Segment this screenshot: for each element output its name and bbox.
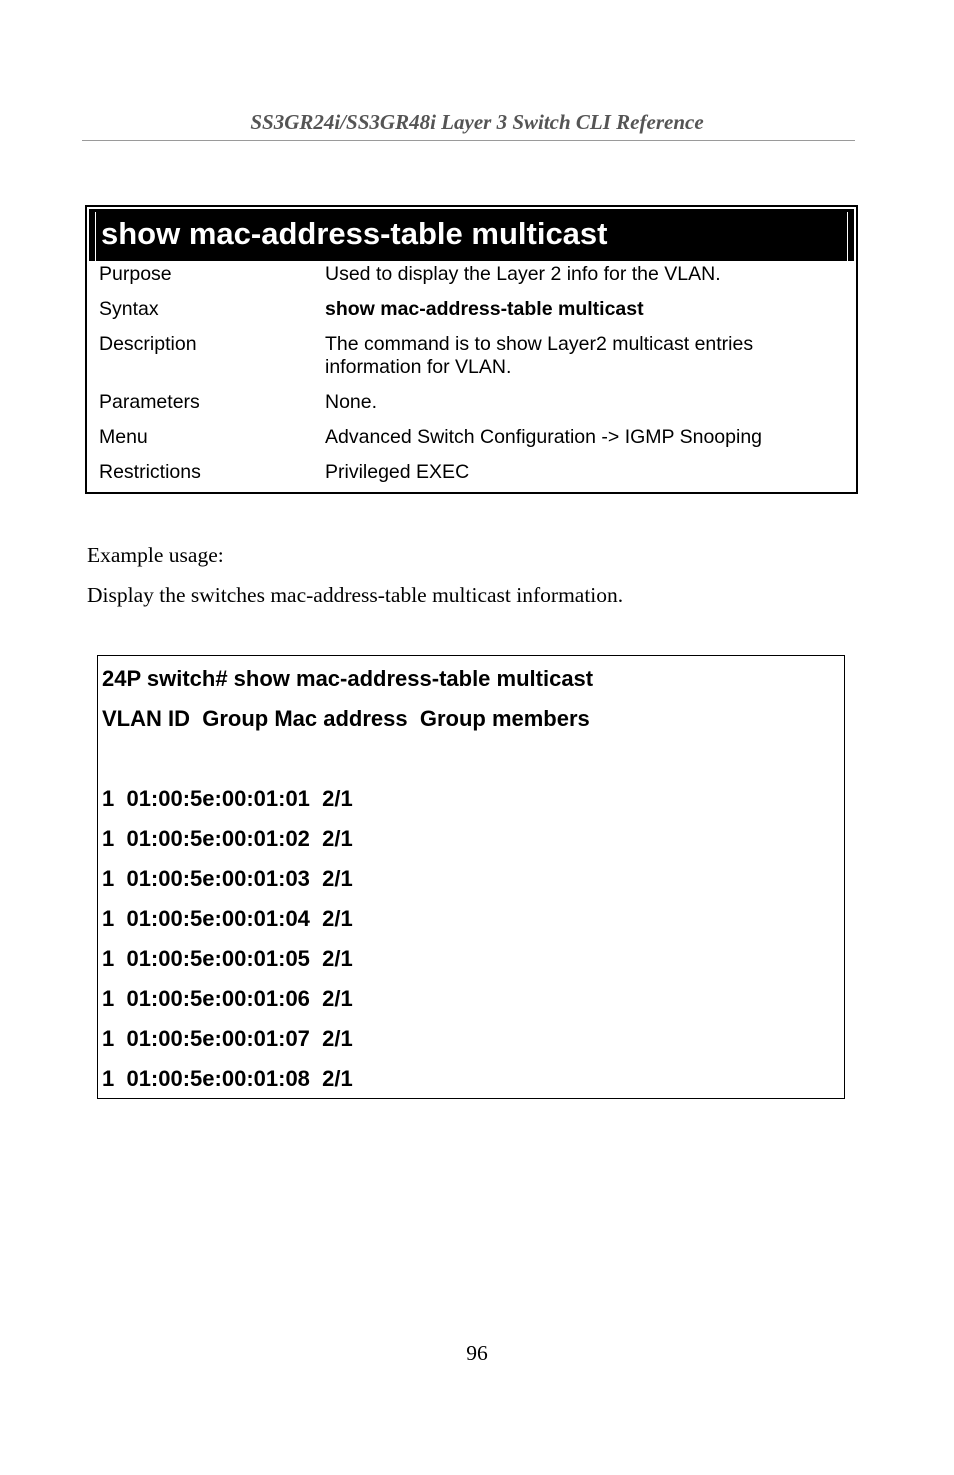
- command-row-menu: [99, 426, 850, 449]
- command-title: show mac-address-table multicast: [101, 216, 608, 251]
- row-value: Used to display the Layer 2 info for the VLAN.: [325, 263, 721, 285]
- row-value: Advanced Switch Configuration -> IGMP Snooping: [325, 426, 763, 448]
- row-label: Purpose: [99, 263, 172, 285]
- command-row-description: [99, 333, 850, 379]
- output-line: 1 01:00:5e:00:01:08 2/1: [102, 1066, 353, 1091]
- output-line-header: VLAN ID Group Mac address Group members: [102, 706, 590, 731]
- command-row-parameters: [99, 391, 850, 414]
- row-value: Privileged EXEC: [325, 461, 470, 483]
- output-line: 1 01:00:5e:00:01:05 2/1: [102, 946, 353, 971]
- command-row-purpose: [99, 263, 850, 286]
- output-line-command: 24P switch# show mac-address-table multicast: [102, 666, 594, 691]
- example-heading: Example usage:: [87, 543, 224, 567]
- output-line: 1 01:00:5e:00:01:02 2/1: [102, 826, 353, 851]
- example-output-box: [97, 655, 845, 1099]
- row-label: Description: [99, 333, 197, 355]
- output-line: 1 01:00:5e:00:01:04 2/1: [102, 906, 353, 931]
- row-value: show mac-address-table multicast: [325, 298, 644, 320]
- row-label: Parameters: [99, 391, 200, 413]
- output-line: 1 01:00:5e:00:01:06 2/1: [102, 986, 353, 1011]
- output-line: 1 01:00:5e:00:01:03 2/1: [102, 866, 353, 891]
- example-description: Display the switches mac-address-table multicast information.: [87, 583, 624, 607]
- running-header: SS3GR24i/SS3GR48i Layer 3 Switch CLI Reference: [250, 110, 704, 134]
- page-number: 96: [466, 1341, 488, 1365]
- output-line: 1 01:00:5e:00:01:01 2/1: [102, 786, 353, 811]
- command-row-syntax: [99, 298, 850, 321]
- row-value: None.: [325, 391, 378, 413]
- command-row-restrictions: [99, 461, 850, 484]
- row-label: Restrictions: [99, 461, 201, 483]
- example-output: [102, 659, 840, 1099]
- output-line: 1 01:00:5e:00:01:07 2/1: [102, 1026, 353, 1051]
- output-line-blank: [102, 739, 840, 779]
- command-title-bar: [89, 209, 854, 261]
- header-divider: [82, 140, 855, 141]
- row-value: The command is to show Layer2 multicast entries information for VLAN.: [325, 333, 754, 378]
- command-details: [99, 263, 850, 496]
- command-reference-box: [85, 205, 858, 494]
- row-label: Syntax: [99, 298, 159, 320]
- row-label: Menu: [99, 426, 148, 448]
